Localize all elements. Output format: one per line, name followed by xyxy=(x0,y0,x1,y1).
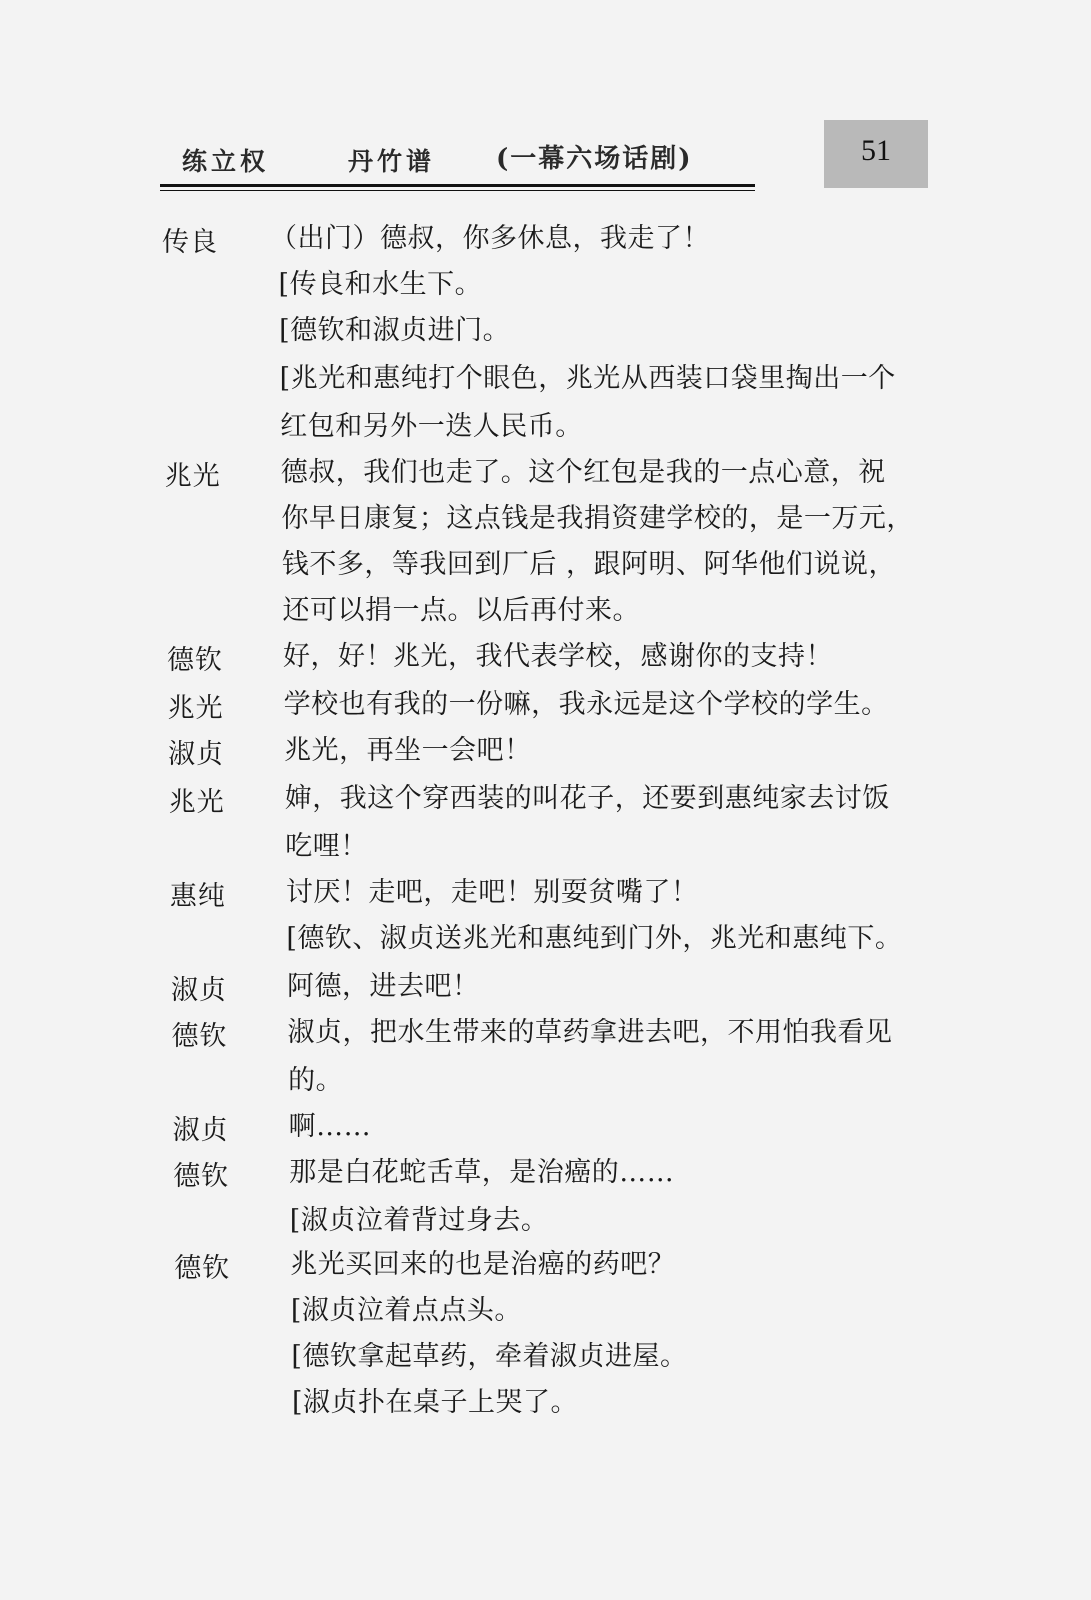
dialogue-line: 吃哩！ xyxy=(285,831,368,862)
header-author: 练立权 xyxy=(182,147,270,176)
dialogue-line: 兆光买回来的也是治癌的药吧？ xyxy=(290,1249,676,1280)
dialogue-line: 钱不多，等我回到厂后 ，跟阿明、阿华他们说说， xyxy=(281,549,896,580)
page-number: 51 xyxy=(861,134,891,167)
dialogue-line: 啊…… xyxy=(288,1111,372,1142)
speaker-name: 兆光 xyxy=(168,787,225,818)
speaker-name: 兆光 xyxy=(167,693,224,724)
stage-direction: [德钦、淑贞送兆光和惠纯到门外，兆光和惠纯下。 xyxy=(286,923,903,954)
dialogue-line: 学校也有我的一份嘛，我永远是这个学校的学生。 xyxy=(283,689,889,720)
speaker-name: 惠纯 xyxy=(169,881,226,912)
speaker-name: 德钦 xyxy=(167,645,224,676)
speaker-name: 兆光 xyxy=(164,461,221,492)
dialogue-line: 好，好！兆光，我代表学校，感谢你的支持！ xyxy=(283,641,834,672)
dialogue-line: 那是白花蛇舌草，是治癌的…… xyxy=(289,1157,675,1188)
dialogue-line: 红包和另外一迭人民币。 xyxy=(280,411,583,442)
dialogue-line: 的。 xyxy=(288,1065,344,1096)
dialogue-line: 淑贞，把水生带来的草药拿进去吧，不用怕我看见 xyxy=(287,1017,893,1048)
header-title: 丹竹谱 xyxy=(348,147,436,176)
stage-direction: [淑贞扑在桌子上哭了。 xyxy=(291,1387,578,1418)
dialogue-line: 阿德，进去吧！ xyxy=(286,971,480,1002)
dialogue-line: （出门）德叔，你多休息，我走了！ xyxy=(270,223,710,254)
stage-direction: [淑贞泣着背过身去。 xyxy=(289,1205,549,1236)
speaker-name: 淑贞 xyxy=(170,975,227,1006)
speaker-name: 德钦 xyxy=(173,1161,230,1192)
stage-direction: [德钦拿起草药，牵着淑贞进屋。 xyxy=(291,1341,688,1372)
stage-direction: [淑贞泣着点点头。 xyxy=(290,1295,522,1326)
stage-direction: [兆光和惠纯打个眼色，兆光从西装口袋里掏出一个 xyxy=(279,363,896,394)
speaker-name: 德钦 xyxy=(174,1253,231,1284)
dialogue-line: 兆光，再坐一会吧！ xyxy=(284,735,532,766)
speaker-name: 淑贞 xyxy=(172,1115,229,1146)
dialogue-line: 你早日康复；这点钱是我捐资建学校的，是一万元， xyxy=(281,503,914,534)
stage-direction: [传良和水生下。 xyxy=(278,269,483,300)
speaker-name: 德钦 xyxy=(171,1021,228,1052)
dialogue-line: 婶，我这个穿西装的叫花子，还要到惠纯家去讨饭 xyxy=(284,783,890,814)
speaker-name: 淑贞 xyxy=(168,739,225,770)
header-subtitle: (一幕六场话剧) xyxy=(496,144,693,174)
stage-direction: [德钦和淑贞进门。 xyxy=(279,315,511,346)
dialogue-line: 还可以捐一点。以后再付来。 xyxy=(282,595,640,626)
dialogue-line: 德叔，我们也走了。这个红包是我的一点心意，祝 xyxy=(280,457,886,488)
speaker-name: 传良 xyxy=(162,227,218,258)
dialogue-line: 讨厌！走吧，走吧！别耍贫嘴了！ xyxy=(285,877,699,908)
